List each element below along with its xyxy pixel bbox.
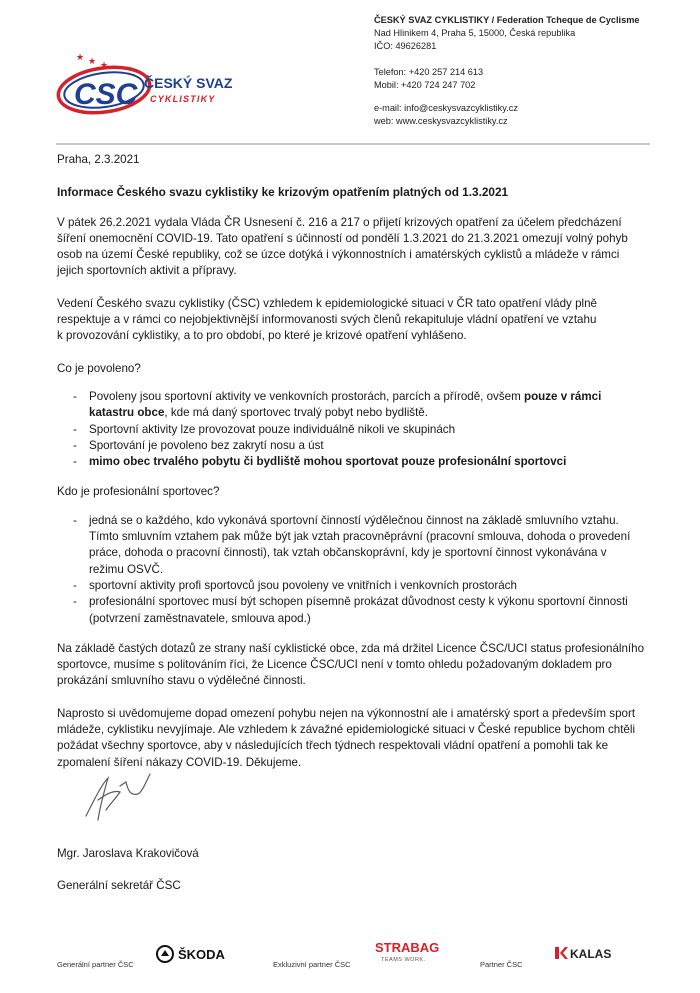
list-item: - Povoleny jsou sportovní aktivity ve venkovních prostorách, parcích a přírodě, ovšem pouze v rámci katastru obce, kde má daný sportovec trvalý pobyt nebo bydliště. [57,389,657,422]
signer-name: Mgr. Jaroslava Krakovičová [57,847,199,860]
svg-text:KALAS: KALAS [570,947,612,961]
list-item: - Sportování je povoleno bez zakrytí nosu a úst [57,438,657,454]
contact-phone: Telefon: +420 257 214 613 [374,67,484,77]
professional-list [57,513,657,627]
letter-body [57,152,657,787]
star-icon: ★ [88,57,97,67]
star-icon: ★ [100,61,109,71]
list-item: - Sportovní aktivity lze provozovat pouze individuálně nikoli ve skupinách [57,422,657,438]
list-item: - mimo obec trvalého pobytu či bydliště mohou sportovat pouze profesionální sportovci [57,454,657,470]
svg-text:ŠKODA: ŠKODA [178,947,225,962]
letter-title: Informace Českého svazu cyklistiky ke krizovým opatřením platných od 1.3.2021 [57,185,509,200]
logo-line2: CYKLISTIKY [150,94,216,104]
strabag-logo [375,938,441,973]
list-item: - jedná se o každého, kdo vykonává sportovní činností výdělečnou činnost na základě smluvního vztahu. Tímto smluvním vztahem pak může být jak vztah pracovněprávní (pracovní smlouva, dohoda o provedení práce, dohoda o pracovní činnosti), tak vztah občanskoprávní, kdy je sportovní činnost vykonávána v režimu OSVČ. [57,513,657,578]
svg-text:TEAMS WORK.: TEAMS WORK. [381,957,426,963]
contact-mobile: Mobil: +420 724 247 702 [374,80,476,90]
kalas-logo [553,944,617,967]
paragraph-licence: Na základě častých dotazů ze strany naší cyklistické obce, zda má držitel Licence ČSC/UCI status profesionálního sportovce, musíme s politováním říci, že Licence ČSC/UCI není v tomto ohledu požadovaným dokladem pro prokázání smluvního stavu o výdělečné činnosti. [57,641,645,688]
logo-mark: CSC [74,78,138,111]
logo-line1: ČESKÝ SVAZ [144,75,233,91]
footer-partner-label: Partner ČSC [480,960,523,969]
allowed-list [57,389,657,470]
signer-block [57,846,199,894]
signature [80,770,160,822]
contact-block [374,66,518,128]
signer-role: Generální sekretář ČSC [57,879,181,892]
question-allowed: Co je povoleno? [57,361,141,375]
list-item: - profesionální sportovec musí být schopen písemně prokázat důvodnost cesty k výkonu sportovní činnosti (potvrzení zaměstnavatele, smlouva apod.) [57,594,657,627]
svg-text:STRABAG: STRABAG [375,940,440,955]
csc-logo [54,52,254,126]
paragraph-intro: V pátek 26.2.2021 vydala Vláda ČR Usnesení č. 216 a 217 o přijetí krizových opatření za účelem předcházení šíření onemocnění COVID-19. Tato opatření s účinností od pondělí 1.3.2021 do 21.3.2021 omezují volný pohyb osob na území České republiky, což se úzce dotýká i výkonnostních i amatérských cyklistů a mládeže v rámci jejich sportovních aktivit a přípravy. [57,215,628,278]
skoda-logo [156,944,242,964]
footer-exclusive-partner-label: Exkluzivní partner ČSC [273,960,351,969]
list-item: - sportovní aktivity profi sportovců jsou povoleny ve vnitřních i venkovních prostorách [57,578,657,594]
org-name: ČESKÝ SVAZ CYKLISTIKY / Federation Tcheque de Cyclisme [374,15,640,25]
header-divider [56,143,650,145]
paragraph-stance: Vedení Českého svazu cyklistiky (ČSC) vzhledem k epidemiologické situaci v ČR tato opatření vlády plně respektuje a v rámci co nejobjektivnější informovanosti svých členů rekapituluje vládní opatření ve vztahu k provozování cyklistiky, a to pro období, po které je krizové opatření vyhlášeno. [57,296,597,343]
contact-email: e-mail: info@ceskysvazcyklistiky.cz [374,103,518,113]
paragraph-appeal: Naprosto si uvědomujeme dopad omezení pohybu nejen na výkonnostní ale i amatérský sport a především sport mládeže, cyklistiku nevyjímaje. Ale vzhledem k závažné epidemiologické situaci v České republice bychom chtěli požádat všechny sportovce, aby v následujících třech týdnech respektovali vládní opatření a pomohli tak ke zpomalení šíření nákazy COVID-19. Děkujeme. [57,706,636,769]
org-address: Nad Hlinikem 4, Praha 5, 15000, Česká republika [374,28,576,38]
contact-web: web: www.ceskysvazcyklistiky.cz [374,116,508,126]
star-icon: ★ [76,53,85,63]
org-ico: IČO: 49626281 [374,41,437,51]
org-block [374,14,639,53]
question-professional: Kdo je profesionální sportovec? [57,485,220,499]
letter-date: Praha, 2.3.2021 [57,153,140,166]
footer-general-partner-label: Generální partner ČSC [57,960,134,969]
